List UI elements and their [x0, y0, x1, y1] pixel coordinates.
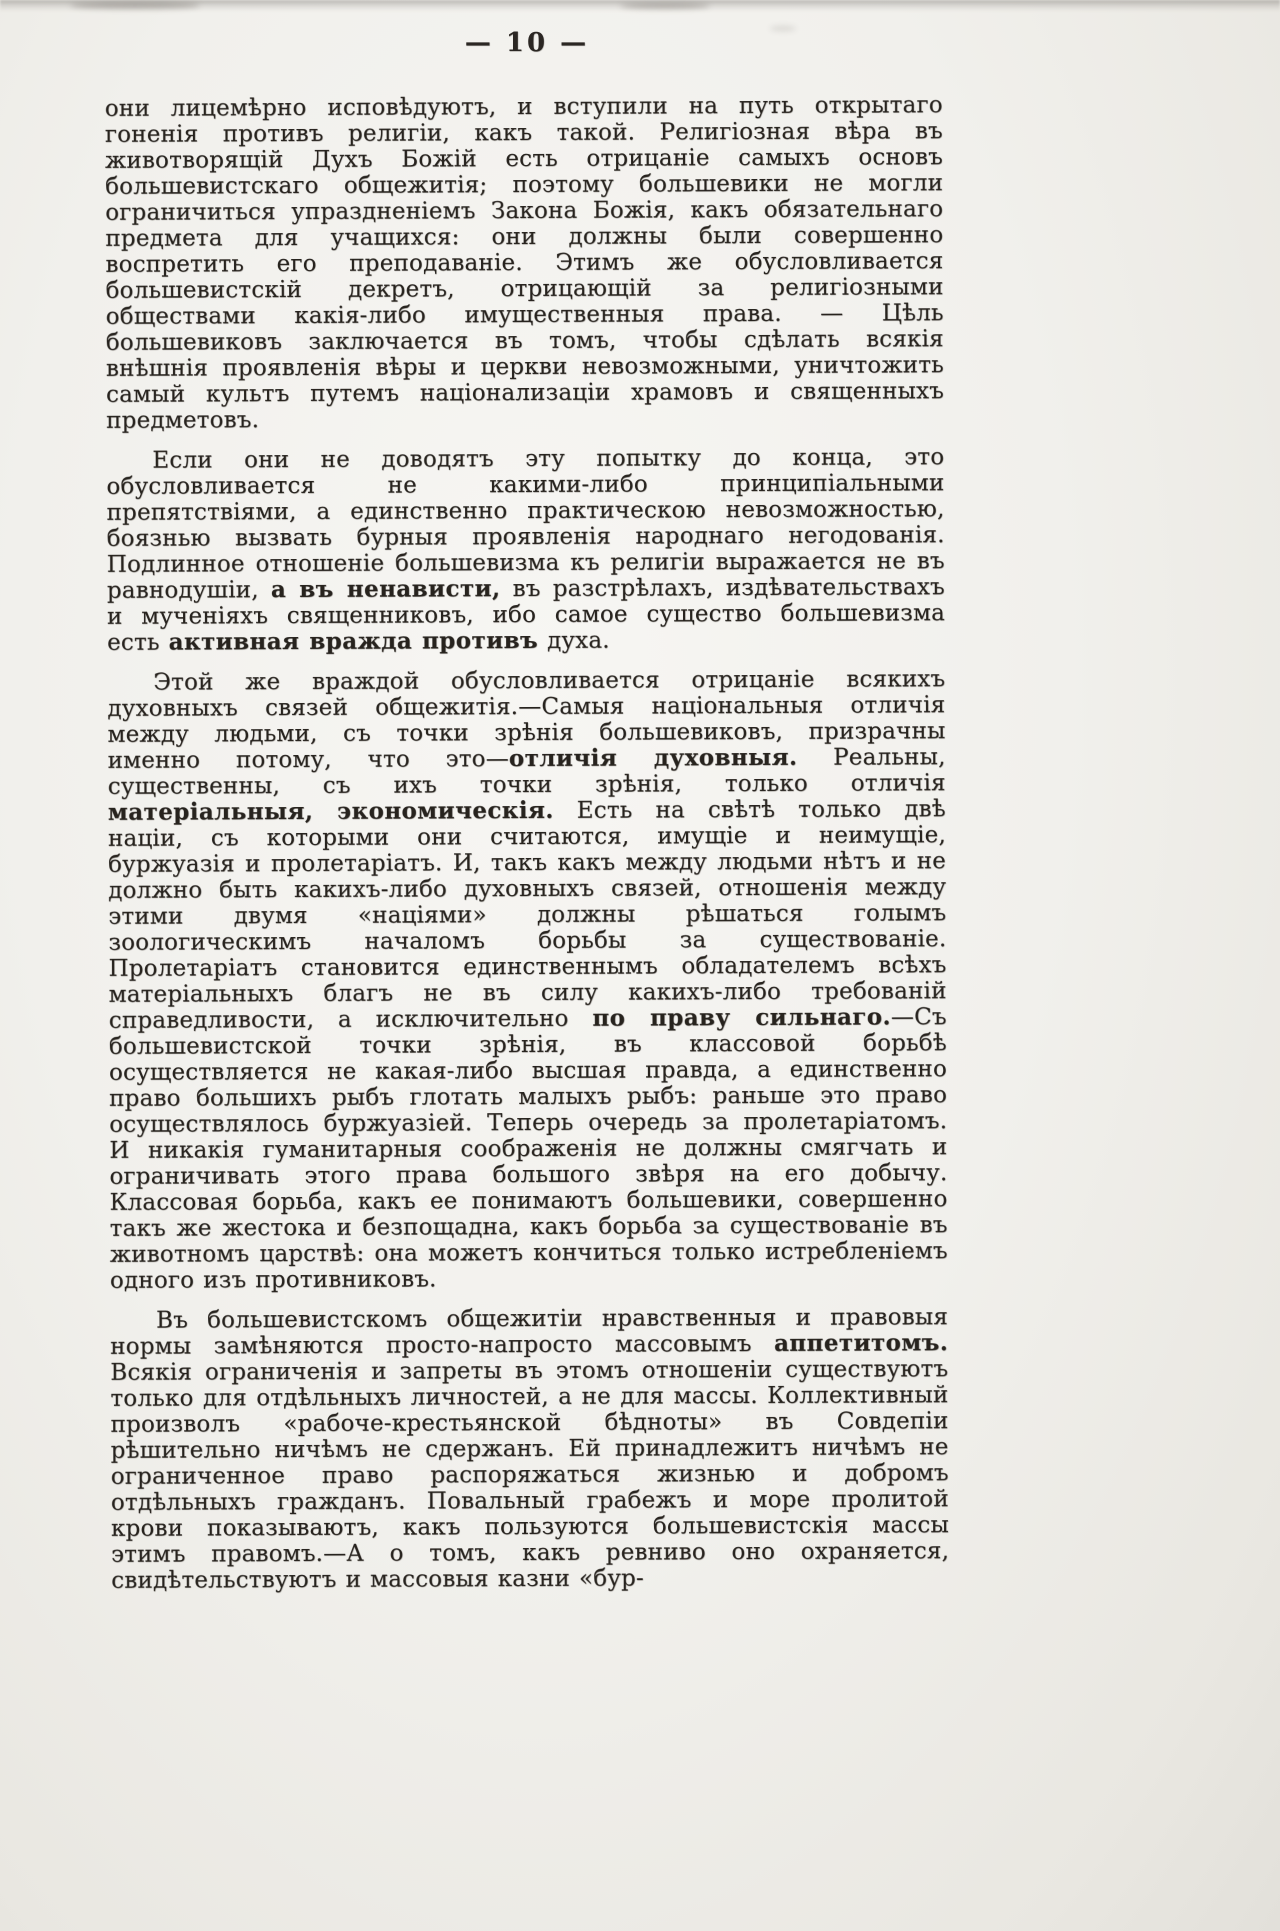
text-run: Реальны, существенны, съ ихъ точки зрѣнія, только отличія	[107, 744, 946, 800]
paragraph	[106, 444, 945, 656]
text-run: Есть на свѣтѣ только двѣ націи, съ которыми они считаются, имущіе и неимущіе, буржуазія и пролетаріатъ. И, такъ какъ между людьми нѣтъ и не должно быть какихъ-либо духовныхъ связей, отношенія между этими двумя «націями» должны рѣшаться голымъ зоологическимъ началомъ борьбы за существованіе. Пролетаріатъ становится единственнымъ обладателемъ всѣхъ матеріальныхъ благъ не въ силу какихъ-либо требованій справедливости, а исключительно	[107, 796, 947, 1034]
page-number: — 10 —	[464, 28, 590, 58]
emphasized-text-run: а въ ненависти,	[270, 575, 501, 604]
text-run: —Съ большевистской точки зрѣнія, въ классовой борьбѣ осуществляется не какая-либо высшая правда, а единственно право большихъ рыбъ глотать малыхъ рыбъ: раньше это право осуществлялось буржуазіей. Теперь очередь за пролетаріатомъ. И никакія гуманитарныя соображенія не должны смягчать и ограничивать этого права большого звѣря на его добычу. Классовая борьба, какъ ее понимаютъ большевики, совершенно такъ же жестока и безпощадна, какъ борьба за существованіе въ животномъ царствѣ: она можетъ кончиться только истребленіемъ одного изъ противниковъ.	[108, 1004, 948, 1294]
paragraph	[105, 92, 944, 434]
scan-smudge	[70, 2, 200, 9]
text-run: духа.	[537, 627, 610, 654]
text-run: они лицемѣрно исповѣдуютъ, и вступили на путь открытаго гоненія противъ религіи, какъ такой. Религіозная вѣра въ животворящій Духъ Божій есть отрицаніе самыхъ основъ большевистскаго общежитія; поэтому большевики не могли ограничиться упраздненіемъ Закона Божія, какъ обязательнаго предмета для учащихся: они должны были совершенно воспретить его преподаваніе. Этимъ же обусловливается большевистскій декретъ, отрицающій за религіозными обществами какія-либо имущественныя права. — Цѣль большевиковъ заключается въ томъ, чтобы сдѣлать всякія внѣшнія проявленія вѣры и церкви невозможными, уничтожить самый культъ путемъ націонализаціи храмовъ и священныхъ предметовъ.	[104, 92, 945, 434]
paragraph	[110, 1304, 949, 1594]
text-run: Если они не доводятъ эту попытку до конца, это обусловливается не какими-либо принципіальными препятствіями, а единственно практическою невозможностью, боязнью вызвать бурныя проявленія народнаго негодованія. Подлинное отношеніе большевизма къ религіи выражается не въ равнодушіи,	[106, 444, 945, 604]
scan-smudge	[620, 3, 710, 9]
text-run: Всякія ограниченія и запреты въ этомъ отношеніи существуютъ только для отдѣльныхъ личностей, а не для массы. Коллективный произволъ «рабоче-крестьянской бѣдноты» въ Совдепіи рѣшительно ничѣмъ не сдержанъ. Ей принадлежитъ ничѣмъ не ограниченное право распоряжаться жизнью и добромъ отдѣльныхъ гражданъ. Повальный грабежъ и море пролитой крови показываютъ, какъ пользуются большевистскія массы этимъ правомъ.—А о томъ, какъ ревниво оно охраняется, свидѣтельствуютъ и массовыя казни «бур-	[110, 1356, 950, 1594]
text-run: Въ большевистскомъ общежитіи нравственныя и правовыя нормы замѣняются просто-напросто массовымъ	[110, 1304, 949, 1360]
text-run: въ разстрѣлахъ, издѣвательствахъ и мученіяхъ священниковъ, ибо самое существо большевизма есть	[106, 574, 946, 656]
page-paragraphs	[105, 92, 950, 1594]
emphasized-text-run: по праву сильнаго.	[592, 1003, 891, 1032]
emphasized-text-run: отличія духовныя.	[508, 743, 798, 773]
emphasized-text-run: матеріальныя, экономическія.	[107, 796, 554, 826]
text-run: Этой же враждой обусловливается отрицаніе всякихъ духовныхъ связей общежитія.—Самыя національныя отличія между людьми, съ точки зрѣнія большевиковъ, призрачны именно потому, что это—	[107, 666, 946, 774]
emphasized-text-run: аппетитомъ.	[773, 1329, 949, 1357]
emphasized-text-run: активная вражда противъ	[168, 626, 539, 656]
paragraph	[107, 666, 948, 1294]
